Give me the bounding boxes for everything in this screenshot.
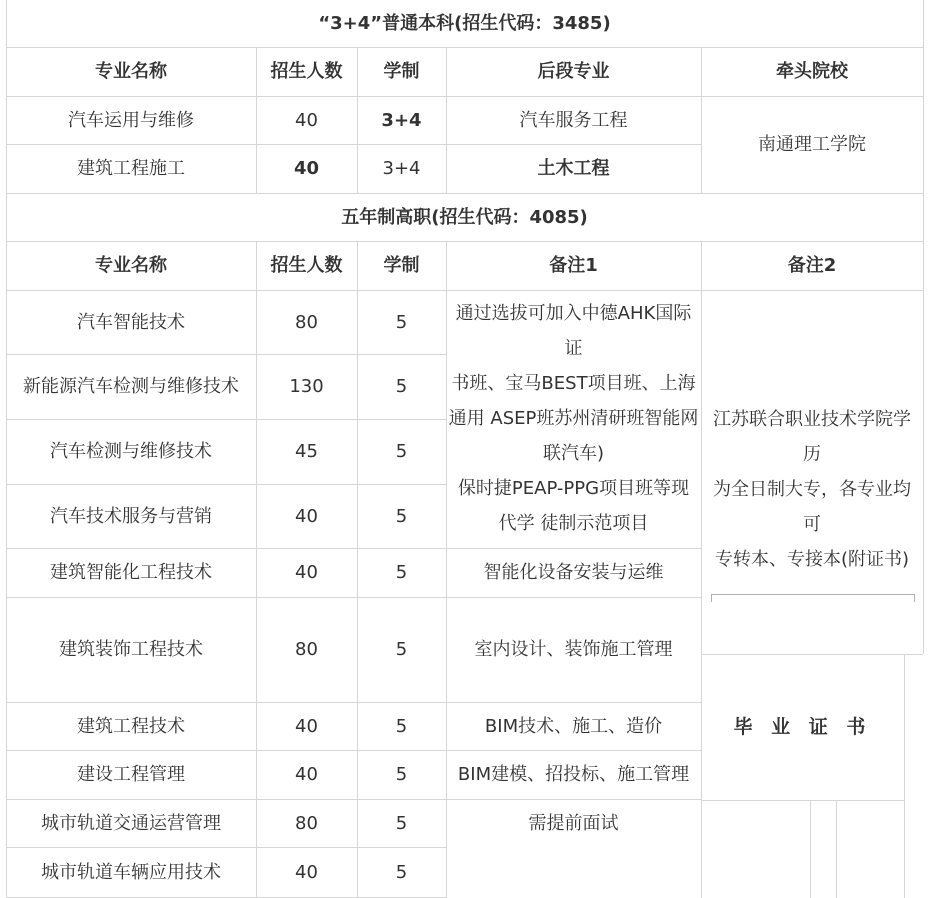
s1-row1-major: 汽车运用与维修 bbox=[68, 109, 194, 131]
note1-line: 证 bbox=[564, 338, 583, 359]
s2-row6-note1: 室内设计、装饰施工管理 bbox=[474, 639, 673, 660]
s2-row8-count: 40 bbox=[295, 764, 318, 785]
s1-header-count: 招生人数 bbox=[270, 61, 343, 82]
section1-title: “3+4”普通本科(招生代码：3485) bbox=[318, 13, 611, 34]
s2-row2-major: 新能源汽车检测与维修技术 bbox=[23, 376, 239, 397]
s2-row1-years: 5 bbox=[395, 311, 408, 333]
s2-header-count: 招生人数 bbox=[270, 255, 343, 276]
note2-line: 江苏联合职业技术学院学 bbox=[713, 409, 911, 430]
s2-row9-years: 5 bbox=[395, 812, 408, 834]
s2-row5-years: 5 bbox=[395, 562, 408, 583]
s1-row2-later: 土木工程 bbox=[537, 158, 610, 179]
s2-row8-major: 建设工程管理 bbox=[77, 764, 185, 785]
s2-row2-years: 5 bbox=[395, 376, 408, 397]
note1-line: 代学 徒制示范项目 bbox=[498, 513, 649, 534]
s2-row3-years: 5 bbox=[395, 441, 408, 462]
s2-header-note2: 备注2 bbox=[787, 255, 837, 276]
s2-row7-major: 建筑工程技术 bbox=[77, 715, 185, 737]
s1-row1-years: 3+4 bbox=[381, 109, 422, 131]
s1-lead-school: 南通理工学院 bbox=[758, 134, 866, 155]
certificate-label: 毕 业 证 书 bbox=[733, 715, 872, 738]
s2-row5-major: 建筑智能化工程技术 bbox=[50, 562, 212, 583]
s1-header-major: 专业名称 bbox=[95, 61, 167, 82]
s2-row7-count: 40 bbox=[295, 715, 318, 737]
note2-line: 历 bbox=[803, 444, 821, 465]
s2-row9-major: 城市轨道交通运营管理 bbox=[41, 812, 221, 834]
s2-row5-note1: 智能化设备安装与运维 bbox=[483, 562, 664, 583]
s2-row8-note1: BIM建模、招投标、施工管理 bbox=[457, 764, 690, 785]
s1-row2-major: 建筑工程施工 bbox=[77, 158, 185, 179]
s1-header-later: 后段专业 bbox=[537, 61, 610, 82]
s2-row6-major: 建筑装饰工程技术 bbox=[59, 639, 203, 660]
note1-line: 保时捷PEAP-PPG项目班等现 bbox=[457, 478, 690, 499]
s2-row2-count: 130 bbox=[289, 376, 324, 397]
s1-row2-count: 40 bbox=[293, 158, 320, 179]
note2-line: 专转本、专接本(附证书) bbox=[714, 549, 910, 570]
s2-row6-count: 80 bbox=[295, 639, 318, 660]
s2-row7-note1: BIM技术、施工、造价 bbox=[484, 715, 663, 737]
s2-header-note1: 备注1 bbox=[549, 255, 598, 276]
s2-row9-count: 80 bbox=[295, 812, 318, 834]
section2-title: 五年制高职(招生代码：4085) bbox=[341, 206, 588, 228]
s2-rail-note1: 需提前面试 bbox=[528, 812, 619, 834]
s2-header-years: 学制 bbox=[383, 255, 420, 276]
s2-row6-years: 5 bbox=[395, 639, 408, 660]
s2-header-major: 专业名称 bbox=[95, 255, 167, 276]
note1-line: 联汽车) bbox=[542, 443, 605, 464]
s2-row3-major: 汽车检测与维修技术 bbox=[50, 441, 212, 462]
s1-header-school: 牵头院校 bbox=[776, 61, 848, 82]
note2-line: 为全日制大专，各专业均 bbox=[713, 479, 911, 500]
s2-row4-years: 5 bbox=[395, 505, 408, 527]
s2-auto-note1 bbox=[446, 296, 701, 544]
s2-row3-count: 45 bbox=[295, 441, 318, 462]
s2-row10-major: 城市轨道车辆应用技术 bbox=[41, 861, 221, 883]
note1-line: 通用 ASEP班苏州清研班智能网 bbox=[448, 408, 699, 429]
s2-row1-major: 汽车智能技术 bbox=[77, 311, 185, 333]
s1-header-years: 学制 bbox=[383, 61, 420, 82]
s2-row1-count: 80 bbox=[295, 311, 318, 333]
s2-row10-count: 40 bbox=[295, 861, 318, 883]
s2-row7-years: 5 bbox=[395, 715, 408, 737]
s1-row2-years: 3+4 bbox=[382, 158, 421, 179]
s2-row8-years: 5 bbox=[395, 764, 408, 785]
s1-row1-later: 汽车服务工程 bbox=[519, 109, 628, 131]
note1-line: 通过选拔可加入中德AHK国际 bbox=[455, 303, 692, 324]
s2-row10-years: 5 bbox=[395, 861, 408, 883]
s2-row5-count: 40 bbox=[295, 562, 318, 583]
note2-line: 可 bbox=[803, 514, 821, 535]
s2-note2 bbox=[701, 402, 923, 582]
s2-row4-major: 汽车技术服务与营销 bbox=[50, 505, 212, 527]
s2-row4-count: 40 bbox=[295, 505, 318, 527]
note1-line: 书班、宝马BEST项目班、上海 bbox=[451, 373, 696, 394]
s1-row1-count: 40 bbox=[295, 109, 318, 131]
